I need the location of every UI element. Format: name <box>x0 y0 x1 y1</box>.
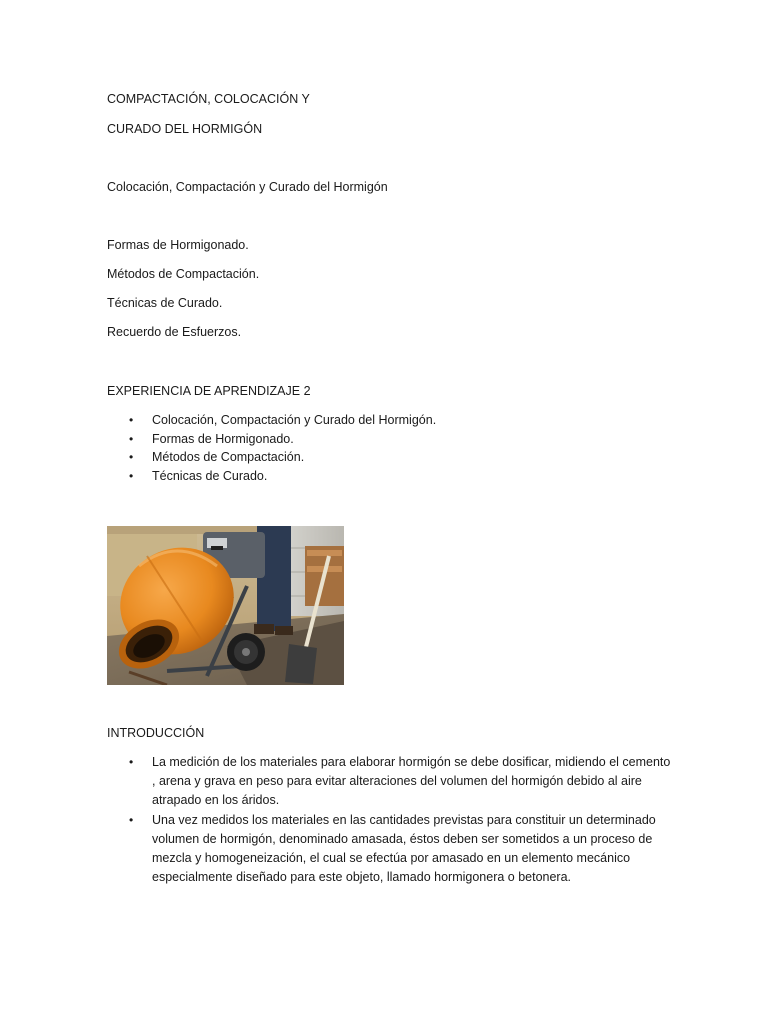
topic-line: Técnicas de Curado. <box>107 296 223 310</box>
bullet-icon: • <box>129 431 134 446</box>
list-item-text: Formas de Hormigonado. <box>152 431 294 446</box>
concrete-mixer-photo <box>107 526 344 685</box>
title-line-2: CURADO DEL HORMIGÓN <box>107 122 263 136</box>
intro-list <box>107 753 672 887</box>
bullet-icon: • <box>129 812 134 827</box>
list-item-text: Métodos de Compactación. <box>152 450 305 465</box>
topic-line: Recuerdo de Esfuerzos. <box>107 325 242 339</box>
list-item <box>107 467 672 486</box>
list-item <box>107 430 672 449</box>
topic-line: Formas de Hormigonado. <box>107 238 249 252</box>
list-item <box>107 411 672 430</box>
title-line-1: COMPACTACIÓN, COLOCACIÓN Y <box>107 92 310 106</box>
experience-heading: EXPERIENCIA DE APRENDIZAJE 2 <box>107 384 311 398</box>
bullet-icon: • <box>129 450 134 465</box>
bullet-icon: • <box>129 755 134 769</box>
list-item <box>107 753 672 811</box>
list-item <box>107 448 672 467</box>
topic-line: Métodos de Compactación. <box>107 267 260 281</box>
intro-heading: INTRODUCCIÓN <box>107 726 205 740</box>
experience-list <box>107 411 672 485</box>
list-item-text: Colocación, Compactación y Curado del Hormigón. <box>152 413 437 427</box>
bullet-icon: • <box>129 413 134 427</box>
list-item-text: Una vez medidos los materiales en las cantidades previstas para constituir un determinado volumen de hormigón, denominado amasada, éstos deben ser sometidos a un proceso de mezcla y homogeneización, el cual se efectúa por amasado en un elemento mecánico especialmente diseñado para este objeto, llamado hormigonera o betonera. <box>152 812 656 885</box>
subtitle: Colocación, Compactación y Curado del Hormigón <box>107 180 388 194</box>
list-item-text: La medición de los materiales para elaborar hormigón se debe dosificar, midiendo el cemento , arena y grava en peso para evitar alteraciones del volumen del hormigón debido al aire atrapado en los áridos. <box>152 755 671 808</box>
bullet-icon: • <box>129 468 134 483</box>
list-item <box>107 811 672 888</box>
list-item-text: Técnicas de Curado. <box>152 468 268 483</box>
